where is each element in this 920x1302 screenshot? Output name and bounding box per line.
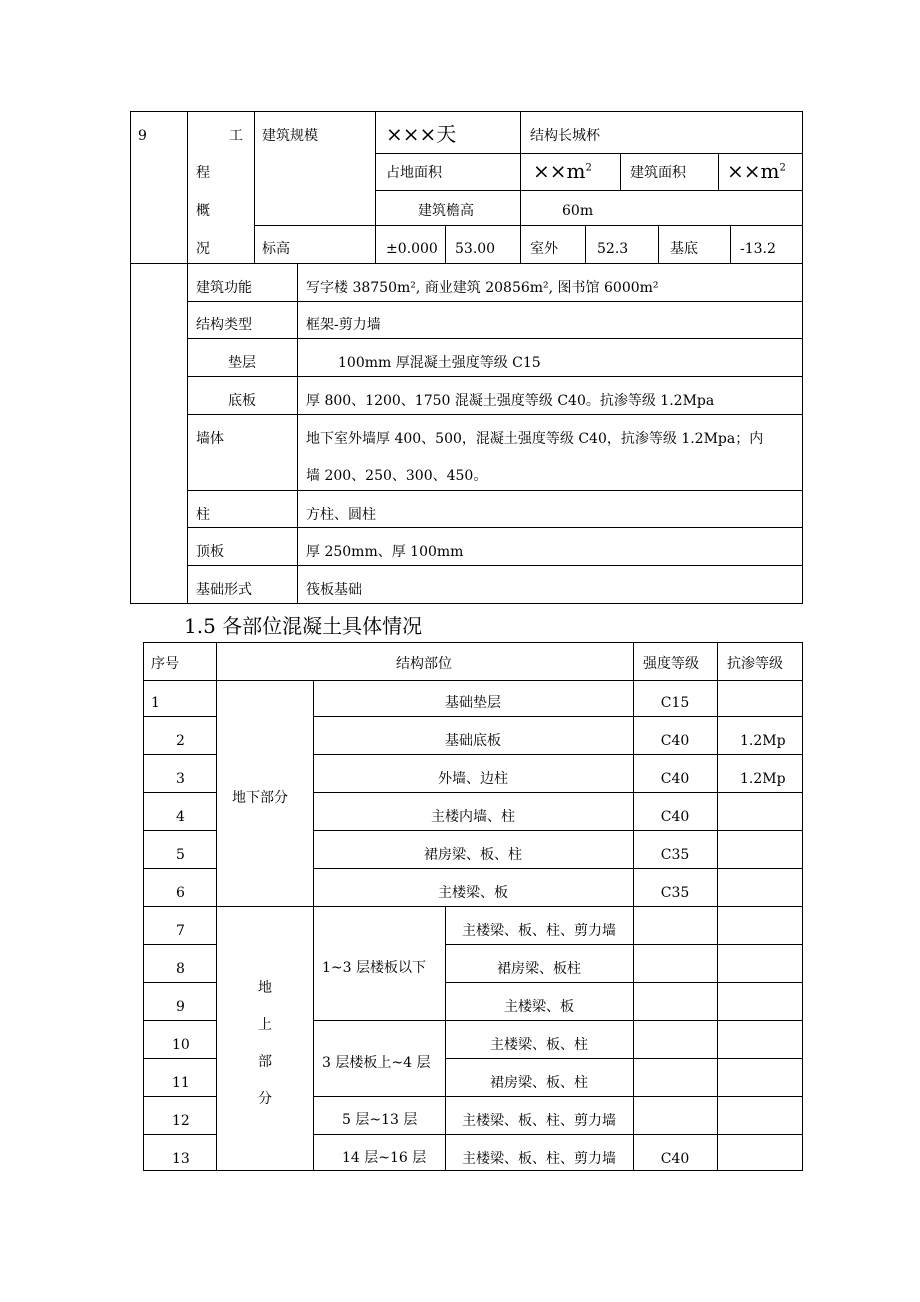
detail-value: 框架-剪力墙 (306, 317, 381, 333)
outdoor-label: 室外 (530, 241, 558, 257)
detail-label: 柱 (196, 507, 210, 523)
section-heading: 1.5 各部位混凝土具体情况 (184, 614, 423, 638)
section-char-3: 概 (196, 203, 210, 219)
structure-part: 主楼梁、板 (504, 999, 574, 1015)
row-number: 11 (172, 1075, 190, 1091)
aboveground-char-1: 地 (258, 980, 272, 996)
base-label: 基底 (670, 241, 698, 257)
section-char-4: 况 (196, 241, 210, 257)
building-area-value: $\times\times m^2$ (727, 159, 786, 183)
structure-part: 基础垫层 (445, 695, 501, 711)
eave-height-value: 60m (562, 203, 594, 219)
header-grade: 强度等级 (643, 656, 699, 672)
detail-label: 结构类型 (196, 317, 252, 333)
seepage-grade: 1.2Mp (740, 733, 786, 749)
structure-part: 主楼梁、板、柱、剪力墙 (462, 923, 616, 939)
detail-value: 厚 250mm、厚 100mm (306, 544, 464, 560)
detail-value-continued: 墙 200、250、300、450。 (306, 468, 488, 484)
strength-grade: C15 (660, 695, 690, 711)
aboveground-char-2: 上 (258, 1017, 272, 1033)
overview-number: 9 (138, 128, 147, 144)
row-number: 6 (176, 885, 185, 901)
row-number: 4 (176, 809, 185, 825)
structure-part: 裙房梁、板柱 (497, 961, 581, 977)
detail-label: 顶板 (196, 544, 224, 560)
detail-label: 垫层 (228, 355, 256, 371)
base-value: -13.2 (740, 241, 776, 257)
detail-label: 建筑功能 (196, 280, 252, 296)
strength-grade: C40 (660, 1151, 690, 1167)
elevation-label: 标高 (262, 241, 290, 257)
outdoor-value: 52.3 (597, 241, 629, 257)
structure-part: 裙房梁、板、柱 (490, 1075, 588, 1091)
structure-part: 主楼梁、板、柱 (490, 1037, 588, 1053)
land-area-label: 占地面积 (386, 165, 442, 181)
strength-grade: C35 (660, 847, 690, 863)
structure-part: 外墙、边柱 (438, 771, 508, 787)
structure-part: 主楼梁、板、柱、剪力墙 (462, 1113, 616, 1129)
detail-value: 100mm 厚混凝土强度等级 C15 (338, 355, 541, 371)
detail-value: 方柱、圆柱 (306, 507, 376, 523)
row-number: 12 (172, 1113, 190, 1129)
section-char-1: 工 (229, 128, 243, 144)
detail-label: 墙体 (196, 431, 224, 447)
header-part: 结构部位 (396, 656, 452, 672)
eave-height-label: 建筑檐高 (418, 203, 474, 219)
row-number: 9 (176, 999, 185, 1015)
row-number: 8 (176, 961, 185, 977)
row-number: 3 (176, 771, 185, 787)
structure-part: 基础底板 (445, 733, 501, 749)
underground-label: 地下部分 (232, 790, 288, 806)
detail-value: 地下室外墙厚 400、500，混凝土强度等级 C40，抗渗等级 1.2Mpa；内 (306, 431, 764, 447)
detail-value: 写字楼 38750m², 商业建筑 20856m², 图书馆 6000m² (306, 280, 659, 296)
building-area-label: 建筑面积 (630, 165, 686, 181)
structure-part: 主楼梁、板 (438, 885, 508, 901)
row-number: 5 (176, 847, 185, 863)
detail-label: 基础形式 (196, 582, 252, 598)
elevation-zero: ±0.000 (386, 241, 438, 257)
row-number: 13 (172, 1151, 190, 1167)
row-number: 2 (176, 733, 185, 749)
duration-value: ×××天 (386, 122, 457, 146)
land-area-value: $\times\times m^2$ (533, 159, 592, 183)
strength-grade: C40 (660, 809, 690, 825)
aboveground-char-4: 分 (258, 1091, 272, 1107)
row-number: 1 (151, 695, 160, 711)
floor-group-1-3: 1~3 层楼板以下 (322, 960, 426, 976)
strength-grade: C40 (660, 733, 690, 749)
seepage-grade: 1.2Mp (740, 771, 786, 787)
header-seep: 抗渗等级 (727, 656, 783, 672)
elevation-zero-value: 53.00 (455, 241, 496, 257)
structure-part: 主楼梁、板、柱、剪力墙 (462, 1151, 616, 1167)
floor-group-14-16: 14 层~16 层 (342, 1150, 427, 1166)
header-no: 序号 (151, 656, 179, 672)
aboveground-char-3: 部 (258, 1054, 272, 1070)
award-value: 结构长城杯 (530, 128, 600, 144)
detail-value: 筏板基础 (306, 582, 362, 598)
detail-label: 底板 (228, 393, 256, 409)
strength-grade: C40 (660, 771, 690, 787)
floor-group-5-13: 5 层~13 层 (342, 1112, 418, 1128)
structure-part: 主楼内墙、柱 (431, 809, 515, 825)
structure-part: 裙房梁、板、柱 (424, 847, 522, 863)
row-number: 10 (172, 1037, 190, 1053)
strength-grade: C35 (660, 885, 690, 901)
section-char-2: 程 (196, 165, 210, 181)
floor-group-3-4: 3 层楼板上~4 层 (322, 1055, 431, 1071)
scale-label: 建筑规模 (262, 128, 318, 144)
row-number: 7 (176, 923, 185, 939)
detail-value: 厚 800、1200、1750 混凝土强度等级 C40。抗渗等级 1.2Mpa (306, 393, 715, 409)
